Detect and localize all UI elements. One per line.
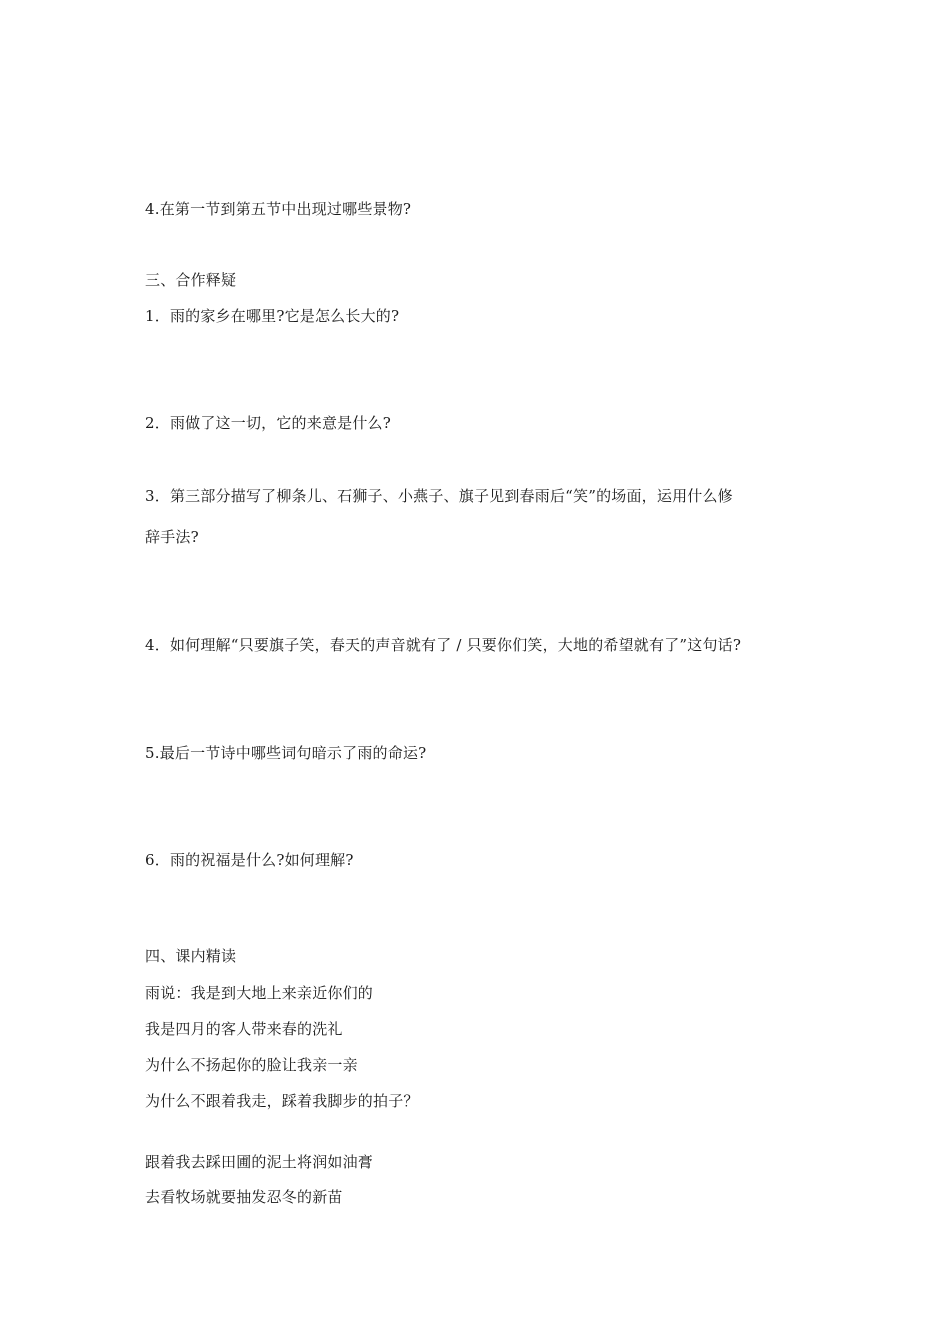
question-3-4: 4．如何理解“只要旗子笑，春天的声音就有了 / 只要你们笑，大地的希望就有了”这句话? <box>145 636 742 654</box>
question-3-5: 5.最后一节诗中哪些词句暗示了雨的命运? <box>145 744 427 762</box>
poem-line: 去看牧场就要抽发忍冬的新苗 <box>145 1188 343 1206</box>
poem-line: 雨说：我是到大地上来亲近你们的 <box>145 984 374 1002</box>
poem-line: 我是四月的客人带来春的洗礼 <box>145 1020 343 1038</box>
poem-line: 为什么不跟着我走，踩着我脚步的拍子？ <box>145 1092 419 1110</box>
question-2-4: 4.在第一节到第五节中出现过哪些景物? <box>145 200 412 218</box>
question-3-3-line-1: 3．第三部分描写了柳条儿、石狮子、小燕子、旗子见到春雨后“笑”的场面，运用什么修 <box>145 487 733 505</box>
poem-line: 跟着我去踩田圃的泥土将润如油膏 <box>145 1153 374 1171</box>
poem-line: 为什么不扬起你的脸让我亲一亲 <box>145 1056 358 1074</box>
section-three-heading: 三、合作释疑 <box>145 271 237 289</box>
question-3-1: 1．雨的家乡在哪里?它是怎么长大的? <box>145 307 400 325</box>
question-3-2: 2．雨做了这一切，它的来意是什么? <box>145 414 391 432</box>
question-3-3-line-2: 辞手法? <box>145 528 199 546</box>
section-four-heading: 四、课内精读 <box>145 947 237 965</box>
question-3-6: 6．雨的祝福是什么?如何理解? <box>145 851 354 869</box>
